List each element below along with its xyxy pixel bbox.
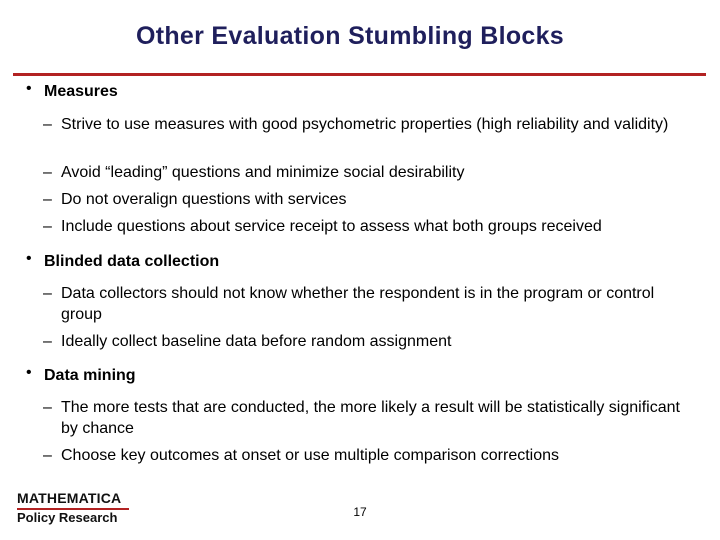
bullet-label: Measures <box>44 83 118 100</box>
dash-icon: – <box>43 285 52 302</box>
logo-subtitle: Policy Research <box>17 510 118 525</box>
dash-icon: – <box>43 447 52 464</box>
bullet-dot-icon: • <box>26 364 32 381</box>
sub-item-text: Include questions about service receipt to assess what both groups received <box>61 218 602 235</box>
dash-icon: – <box>43 333 52 350</box>
mathematica-logo <box>17 490 132 530</box>
sub-item-text: Avoid “leading” questions and minimize social desirability <box>61 164 465 181</box>
dash-icon: – <box>43 116 52 133</box>
dash-icon: – <box>43 191 52 208</box>
slide-title: Other Evaluation Stumbling Blocks <box>135 22 564 50</box>
sub-item-text: Do not overalign questions with services <box>61 191 347 208</box>
logo-wordmark: MATHEMATICA <box>17 490 122 506</box>
bullet-dot-icon: • <box>26 250 32 267</box>
bullet-label: Blinded data collection <box>44 253 220 270</box>
bullet-dot-icon: • <box>26 80 32 97</box>
sub-item-text: Data collectors should not know whether the respondent is in the program or control group <box>61 285 655 323</box>
sub-item-text: Choose key outcomes at onset or use multiple comparison corrections <box>61 447 560 464</box>
sub-item-text: The more tests that are conducted, the more likely a result will be statistically significant by chance <box>61 399 680 437</box>
sub-item-text: Strive to use measures with good psychometric properties (high reliability and validity) <box>61 116 669 133</box>
dash-icon: – <box>43 164 52 181</box>
sub-item-text: Ideally collect baseline data before random assignment <box>61 333 452 350</box>
dash-icon: – <box>43 218 52 235</box>
dash-icon: – <box>43 399 52 416</box>
page-number: 17 <box>353 505 367 519</box>
bullet-label: Data mining <box>44 367 136 384</box>
title-divider <box>13 73 706 76</box>
